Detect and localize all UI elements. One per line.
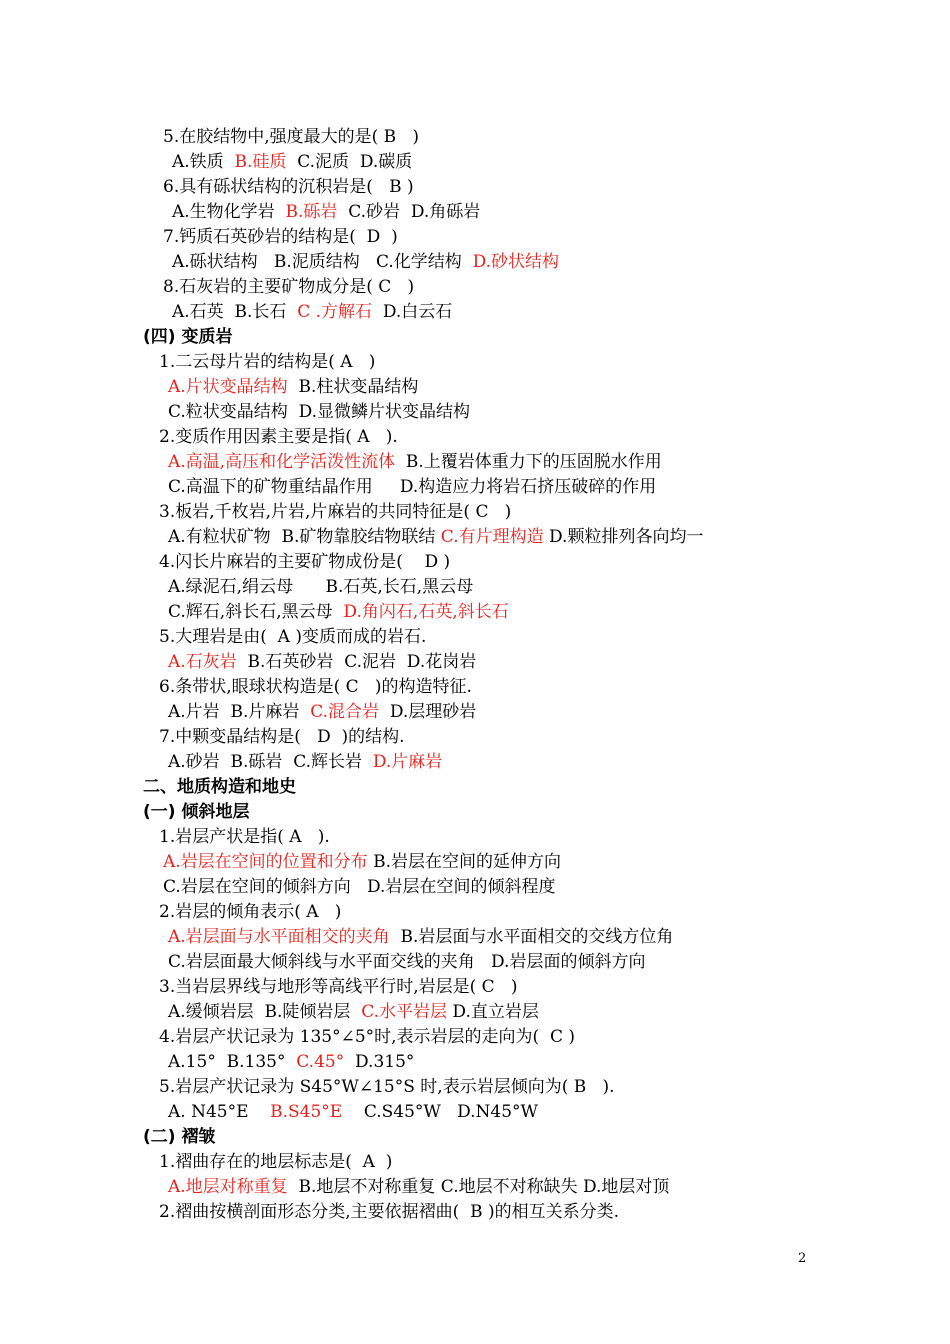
text-segment: 2.褶曲按横剖面形态分类,主要依据褶曲( B )的相互关系分类. bbox=[159, 1202, 619, 1222]
text-line bbox=[159, 976, 518, 998]
text-line bbox=[159, 676, 472, 698]
text-line bbox=[168, 926, 673, 948]
answer-highlight: B.砾岩 bbox=[285, 202, 338, 222]
text-line bbox=[168, 476, 656, 498]
answer-highlight: A.岩层面与水平面相交的夹角 bbox=[168, 927, 390, 947]
text-segment: B.岩层面与水平面相交的交线方位角 bbox=[389, 927, 674, 947]
text-segment: 8.石灰岩的主要矿物成分是( C ) bbox=[163, 277, 415, 297]
page-number: 2 bbox=[798, 1251, 807, 1266]
text-line bbox=[163, 126, 419, 148]
text-segment: A.片岩 B.片麻岩 bbox=[168, 702, 311, 722]
text-segment: D.直立岩层 bbox=[447, 1002, 539, 1022]
text-line bbox=[163, 226, 398, 248]
text-line bbox=[168, 1101, 538, 1123]
text-line bbox=[168, 701, 476, 723]
text-segment: C.高温下的矿物重结晶作用 D.构造应力将岩石挤压破碎的作用 bbox=[168, 477, 657, 497]
text-line bbox=[163, 276, 414, 298]
text-segment: B.上覆岩体重力下的压固脱水作用 bbox=[395, 452, 662, 472]
text-segment: A.绿泥石,绢云母 B.石英,长石,黑云母 bbox=[168, 577, 474, 597]
text-segment: D.颗粒排列各向均一 bbox=[543, 527, 704, 547]
text-segment: (四) 变质岩 bbox=[143, 327, 233, 347]
text-line bbox=[159, 726, 405, 748]
text-segment: 4.闪长片麻岩的主要矿物成份是( D ) bbox=[159, 552, 451, 572]
text-segment: 6.具有砾状结构的沉积岩是( B ) bbox=[163, 177, 414, 197]
text-line bbox=[163, 176, 414, 198]
text-line bbox=[168, 1001, 539, 1023]
text-segment: 5.岩层产状记录为 S45°W∠15°S 时,表示岩层倾向为( B ). bbox=[159, 1077, 615, 1097]
text-line bbox=[159, 1076, 614, 1098]
text-line bbox=[159, 1201, 619, 1223]
answer-highlight: C.混合岩 bbox=[310, 702, 380, 722]
text-segment: C.砂岩 D.角砾岩 bbox=[337, 202, 481, 222]
answer-highlight: A.地层对称重复 bbox=[168, 1177, 288, 1197]
text-line bbox=[159, 1026, 575, 1048]
text-segment: 7.中颗变晶结构是( D )的结构. bbox=[159, 727, 405, 747]
text-line bbox=[168, 1051, 414, 1073]
text-line bbox=[159, 826, 330, 848]
text-segment: C.粒状变晶结构 D.显微鳞片状变晶结构 bbox=[168, 402, 471, 422]
answer-highlight: A.石灰岩 bbox=[168, 652, 237, 672]
answer-highlight: C.水平岩层 bbox=[361, 1002, 448, 1022]
text-line bbox=[159, 1151, 392, 1173]
text-segment: C.S45°W D.N45°W bbox=[342, 1102, 539, 1122]
text-line bbox=[172, 151, 412, 173]
text-line bbox=[163, 876, 555, 898]
answer-highlight: A.片状变晶结构 bbox=[168, 377, 288, 397]
text-segment: 3.板岩,千枚岩,片岩,片麻岩的共同特征是( C ) bbox=[159, 502, 512, 522]
answer-highlight: B.硅质 bbox=[234, 152, 287, 172]
text-line bbox=[172, 301, 452, 323]
text-segment: 1.二云母片岩的结构是( A ) bbox=[159, 352, 376, 372]
text-segment: A.铁质 bbox=[172, 152, 235, 172]
text-segment: A. N45°E bbox=[168, 1102, 271, 1122]
text-line bbox=[159, 626, 426, 648]
text-segment: 2.岩层的倾角表示( A ) bbox=[159, 902, 342, 922]
text-segment: 1.岩层产状是指( A ). bbox=[159, 827, 330, 847]
text-segment: A.砂岩 B.砾岩 C.辉长岩 bbox=[168, 752, 373, 772]
text-line bbox=[168, 451, 662, 473]
text-segment: D.层理砂岩 bbox=[379, 702, 477, 722]
answer-highlight: C.45° bbox=[296, 1052, 345, 1072]
text-segment: 5.大理岩是由( A )变质而成的岩石. bbox=[159, 627, 427, 647]
text-line bbox=[163, 851, 561, 873]
answer-highlight: C .方解石 bbox=[297, 302, 373, 322]
text-segment: A.石英 B.长石 bbox=[172, 302, 298, 322]
text-segment: C.辉石,斜长石,黑云母 bbox=[168, 602, 344, 622]
text-segment: A.有粒状矿物 B.矿物靠胶结物联结 bbox=[168, 527, 441, 547]
answer-highlight: C.有片理构造 bbox=[440, 527, 544, 547]
text-line bbox=[159, 901, 341, 923]
text-segment: A.15° B.135° bbox=[168, 1052, 297, 1072]
text-line bbox=[168, 401, 470, 423]
text-line bbox=[159, 351, 375, 373]
text-segment: D.315° bbox=[344, 1052, 415, 1072]
text-segment: 5.在胶结物中,强度最大的是( B ) bbox=[163, 127, 419, 147]
text-segment: C.岩层面最大倾斜线与水平面交线的夹角 D.岩层面的倾斜方向 bbox=[168, 952, 646, 972]
text-line bbox=[168, 376, 418, 398]
text-segment: A.砾状结构 B.泥质结构 C.化学结构 bbox=[172, 252, 473, 272]
text-line bbox=[168, 751, 442, 773]
text-segment: D.白云石 bbox=[372, 302, 453, 322]
text-segment: C.泥质 D.碳质 bbox=[286, 152, 413, 172]
text-line bbox=[168, 576, 473, 598]
text-segment: (一) 倾斜地层 bbox=[143, 802, 250, 822]
answer-highlight: A.岩层在空间的位置和分布 bbox=[163, 852, 368, 872]
section-heading bbox=[143, 1126, 215, 1148]
section-heading bbox=[143, 776, 296, 798]
text-segment: 1.褶曲存在的地层标志是( A ) bbox=[159, 1152, 393, 1172]
text-segment: 2.变质作用因素主要是指( A ). bbox=[159, 427, 398, 447]
text-segment: 6.条带状,眼球状构造是( C )的构造特征. bbox=[159, 677, 472, 697]
text-line bbox=[168, 951, 645, 973]
text-segment: B.柱状变晶结构 bbox=[287, 377, 419, 397]
answer-highlight: D.片麻岩 bbox=[372, 752, 443, 772]
text-segment: A.缓倾岩层 B.陡倾岩层 bbox=[168, 1002, 362, 1022]
text-segment: 4.岩层产状记录为 135°∠5°时,表示岩层的走向为( C ) bbox=[159, 1027, 576, 1047]
text-segment: (二) 褶皱 bbox=[143, 1127, 216, 1147]
text-segment: A.生物化学岩 bbox=[172, 202, 286, 222]
answer-highlight: B.S45°E bbox=[270, 1102, 343, 1122]
text-line bbox=[168, 526, 703, 548]
answer-highlight: D.角闪石,石英,斜长石 bbox=[343, 602, 509, 622]
answer-highlight: D.砂状结构 bbox=[472, 252, 560, 272]
text-segment: B.石英砂岩 C.泥岩 D.花岗岩 bbox=[236, 652, 477, 672]
text-segment: B.岩层在空间的延伸方向 bbox=[367, 852, 561, 872]
text-line bbox=[159, 501, 511, 523]
text-line bbox=[168, 651, 476, 673]
section-heading bbox=[143, 326, 232, 348]
text-line bbox=[168, 601, 509, 623]
text-line bbox=[159, 551, 450, 573]
text-segment: 二、地质构造和地史 bbox=[143, 777, 296, 797]
text-line bbox=[159, 426, 398, 448]
text-line bbox=[168, 1176, 669, 1198]
answer-highlight: A.高温,高压和化学活泼性流体 bbox=[168, 452, 396, 472]
text-segment: C.岩层在空间的倾斜方向 D.岩层在空间的倾斜程度 bbox=[163, 877, 556, 897]
text-segment: B.地层不对称重复 C.地层不对称缺失 D.地层对顶 bbox=[287, 1177, 670, 1197]
text-segment: 3.当岩层界线与地形等高线平行时,岩层是( C ) bbox=[159, 977, 518, 997]
text-segment: 7.钙质石英砂岩的结构是( D ) bbox=[163, 227, 398, 247]
text-line bbox=[172, 251, 559, 273]
section-heading bbox=[143, 801, 249, 823]
text-line bbox=[172, 201, 480, 223]
